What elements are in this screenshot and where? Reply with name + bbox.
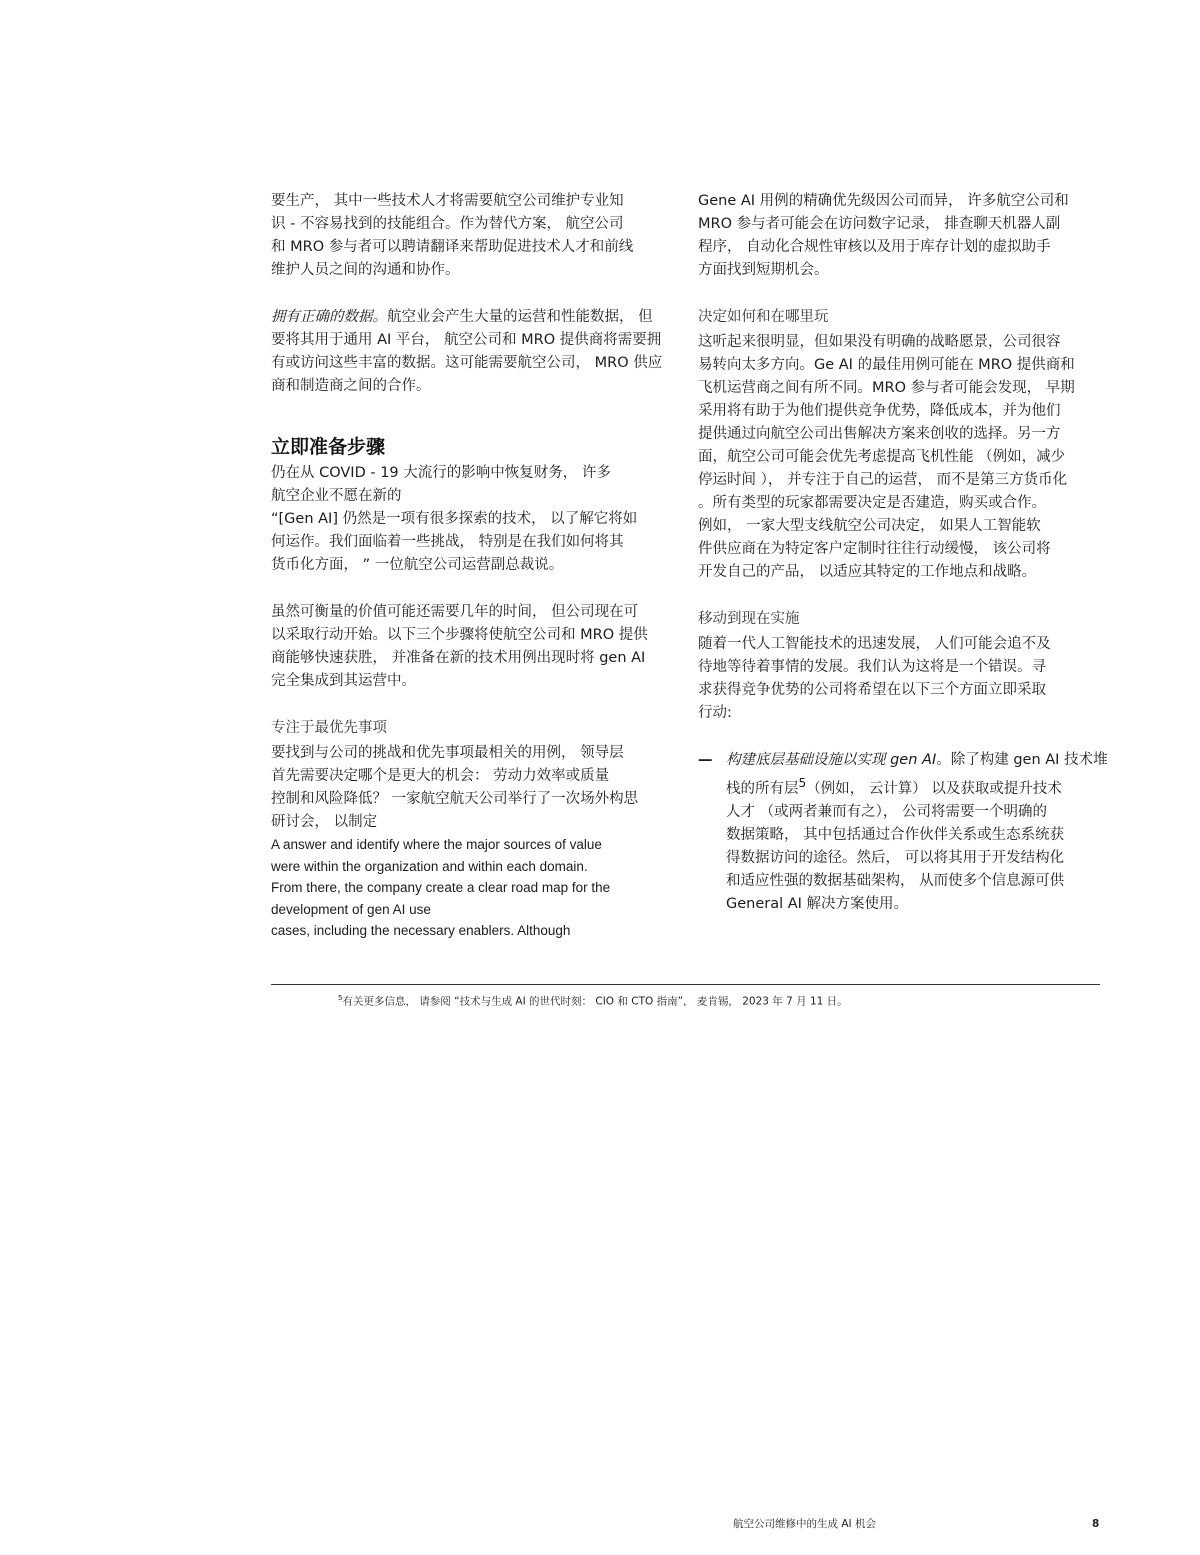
text-line: 待地等待着事情的发展。我们认为这将是一个错误。寻 — [698, 659, 1046, 675]
text-line: development of gen AI use — [271, 901, 431, 917]
paragraph-lead: 拥有正确的数据。 — [271, 309, 387, 325]
text-line: 货币化方面， ” 一位航空公司运营副总裁说。 — [271, 557, 564, 573]
text-line: 采用将有助于为他们提供竞争优势，降低成本，并为他们 — [698, 403, 1061, 419]
text-line: 何运作。我们面临着一些挑战， 特别是在我们如何将其 — [271, 534, 624, 550]
right-paragraph-2 — [698, 331, 1103, 584]
text-line: From there, the company create a clear road map for the — [271, 880, 611, 895]
left-paragraph-5-english — [271, 834, 671, 942]
text-line: 和 MRO 参与者可以聘请翻译来帮助促进技术人才和前线 — [271, 239, 634, 255]
text-line: 维护人员之间的沟通和协作。 — [271, 262, 460, 278]
text-fragment: 栈的所有层 — [726, 780, 799, 797]
footnote-reference: 5 — [798, 776, 807, 790]
footnote — [338, 991, 848, 1009]
text-line: 行动: — [698, 705, 732, 721]
text-line — [726, 749, 1108, 772]
text-line: 人才 （或两者兼而有之）， 公司将需要一个明确的 — [726, 803, 1047, 820]
text-line: 以采取行动开始。以下三个步骤将使航空公司和 MRO 提供 — [271, 627, 648, 643]
text-line: 求获得竞争优势的公司将希望在以下三个方面立即采取 — [698, 682, 1046, 698]
text-line: 和适应性强的数据基础架构， 从而使多个信息源可供 — [726, 872, 1065, 889]
text-line: 面，航空公司可能会优先考虑提高飞机性能 （例如，减少 — [698, 449, 1066, 465]
left-paragraph-5 — [271, 742, 671, 834]
text-line: 停运时间 ）， 并专注于自己的运营， 而不是第三方货币化 — [698, 472, 1068, 488]
text-line: 件供应商在为特定客户定制时往往行动缓慢， 该公司将 — [698, 541, 1051, 557]
text-line: 有或访问这些丰富的数据。这可能需要航空公司， MRO 供应 — [271, 355, 663, 371]
text-line: 随着一代人工智能技术的迅速发展， 人们可能会追不及 — [698, 636, 1051, 652]
subheading: 专注于最优先事项 — [271, 720, 387, 736]
text-line: 得数据访问的途径。然后， 可以将其用于开发结构化 — [726, 849, 1065, 866]
footer-title: 航空公司维修中的生成 AI 机会 — [733, 1518, 876, 1530]
text-line: 例如， 一家大型支线航空公司决定， 如果人工智能软 — [698, 518, 1041, 534]
text-line: 要找到与公司的挑战和优先事项最相关的用例， 领导层 — [271, 745, 624, 761]
text-line: A answer and identify where the major sources of value — [271, 837, 602, 852]
text-line: cases, including the necessary enablers. Although — [271, 923, 571, 938]
subheading: 移动到现在实施 — [698, 611, 800, 627]
text-line: 要生产， 其中一些技术人才将需要航空公司维护专业知 — [271, 193, 624, 209]
bullet-dash: — — [698, 752, 713, 768]
right-paragraph-1 — [698, 190, 1103, 282]
text-line: 开发自己的产品， 以适应其特定的工作地点和战略。 — [698, 564, 1037, 580]
right-paragraph-3 — [698, 633, 1103, 725]
text-line: 控制和风险降低？ 一家航空航天公司举行了一次场外构思 — [271, 791, 639, 807]
text-line — [726, 772, 1103, 801]
text-line: 完全集成到其运营中。 — [271, 673, 416, 689]
text-line: were within the organization and within each domain. — [271, 858, 588, 874]
text-line: 提供通过向航空公司出售解决方案来创收的选择。另一方 — [698, 426, 1061, 442]
text-line: General AI 解决方案使用。 — [726, 895, 909, 912]
text-line: 首先需要决定哪个是更大的机会： 劳动力效率或质量 — [271, 768, 610, 784]
text-fragment: 航空业会产生大量的运营和性能数据， 但 — [387, 309, 653, 325]
text-line: “[Gen AI] 仍然是一项有很多探索的技术， 以了解它将如 — [271, 511, 638, 527]
text-line: 要将其用于通用 AI 平台， 航空公司和 MRO 提供商将需要拥 — [271, 332, 662, 348]
subheading: 决定如何和在哪里玩 — [698, 309, 829, 325]
text-line: 数据策略， 其中包括通过合作伙伴关系或生态系统获 — [726, 826, 1065, 843]
text-line — [271, 306, 671, 329]
text-line: 研讨会， 以制定 — [271, 814, 378, 830]
text-line: 商和制造商之间的合作。 — [271, 378, 431, 394]
bullet-lead: 构建底层基础设施以实现 gen AI — [726, 752, 937, 768]
bullet-item — [698, 749, 1108, 916]
text-fragment: 。除了构建 gen AI 技术堆 — [936, 752, 1108, 768]
text-line: 方面找到短期机会。 — [698, 262, 829, 278]
text-line: 虽然可衡量的价值可能还需要几年的时间， 但公司现在可 — [271, 604, 639, 620]
text-fragment: （例如， 云计算） 以及获取或提升技术 — [806, 780, 1062, 797]
text-line: 程序， 自动化合规性审核以及用于库存计划的虚拟助手 — [698, 239, 1051, 255]
left-paragraph-3 — [271, 462, 671, 577]
footnote-marker: 5 — [338, 994, 343, 1002]
text-line: 识 - 不容易找到的技能组合。作为替代方案， 航空公司 — [271, 216, 624, 232]
text-line: 商能够快速获胜， 并准备在新的技术用例出现时将 gen AI — [271, 650, 646, 666]
text-line: Gene AI 用例的精确优先级因公司而异， 许多航空公司和 — [698, 193, 1069, 209]
page-number: 8 — [1092, 1518, 1100, 1530]
left-column — [271, 190, 671, 942]
text-line: 这听起来很明显，但如果没有明确的战略愿景，公司很容 — [698, 334, 1061, 350]
text-line: 飞机运营商之间有所不同。MRO 参与者可能会发现， 早期 — [698, 380, 1075, 396]
text-line: MRO 参与者可能会在访问数字记录， 排查聊天机器人副 — [698, 216, 1061, 232]
text-line: 。所有类型的玩家都需要决定是否建造，购买或合作。 — [698, 495, 1046, 511]
footnote-text: 有关更多信息， 请参阅 “技术与生成 AI 的世代时刻： CIO 和 CTO 指南”， 麦肯锡， 2023 年 7 月 11 日。 — [342, 995, 848, 1008]
left-paragraph-4 — [271, 601, 671, 693]
text-line: 仍在从 COVID - 19 大流行的影响中恢复财务， 许多 — [271, 465, 611, 481]
text-line: 易转向太多方向。Ge AI 的最佳用例可能在 MRO 提供商和 — [698, 357, 1075, 373]
right-column — [698, 190, 1108, 916]
text-line: 航空企业不愿在新的 — [271, 488, 402, 504]
left-paragraph-2 — [271, 306, 671, 398]
left-paragraph-1 — [271, 190, 671, 282]
section-heading: 立即准备步骤 — [271, 436, 386, 458]
footnote-divider — [271, 984, 1100, 985]
